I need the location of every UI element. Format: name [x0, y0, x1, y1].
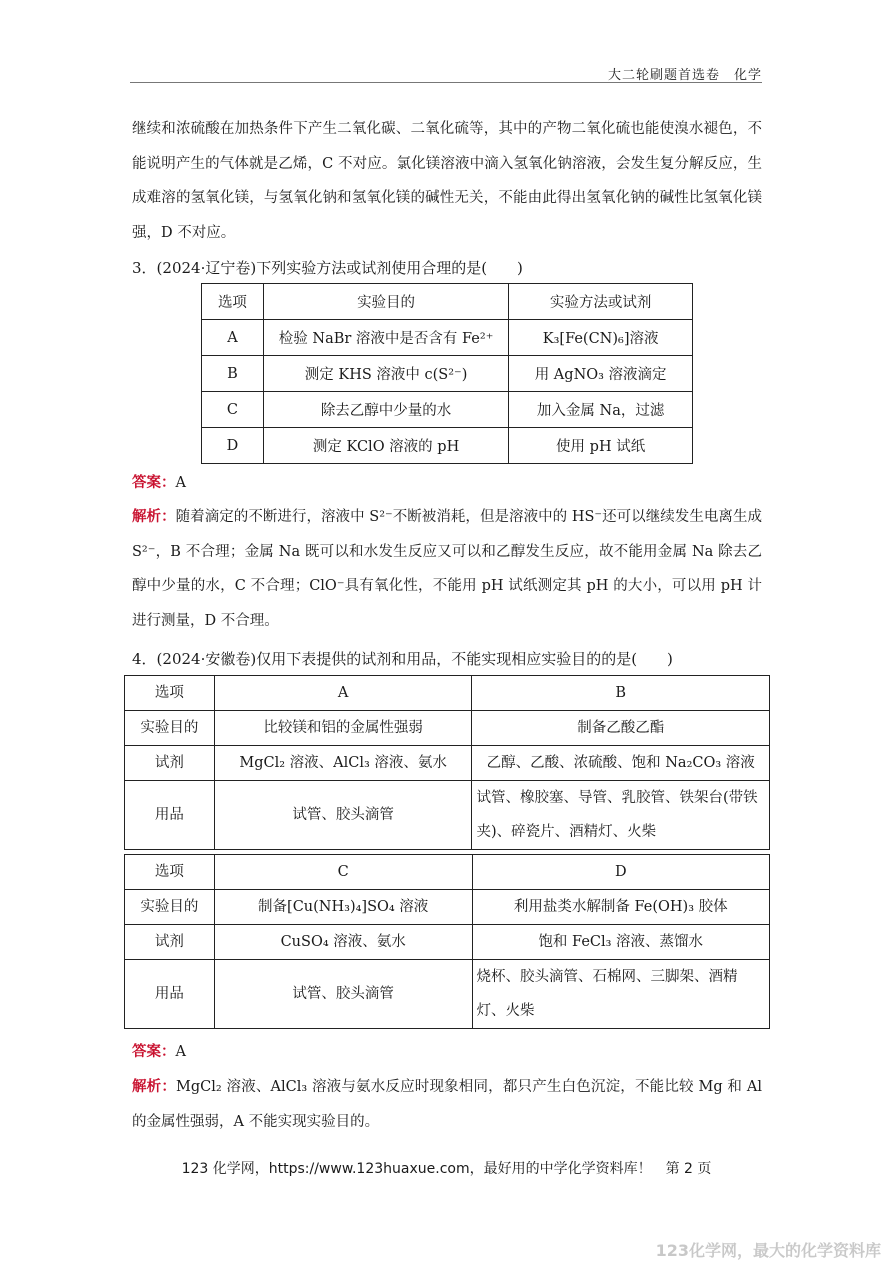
table-row [125, 746, 770, 781]
table-cell: 测定 KClO 溶液的 pH [263, 428, 508, 464]
table-cell: C [214, 855, 472, 890]
table-row [125, 781, 770, 850]
table-cell: 烧杯、胶头滴管、石棉网、三脚架、酒精灯、火柴 [472, 960, 769, 1029]
table-cell: 利用盐类水解制备 Fe(OH)₃ 胶体 [472, 890, 769, 925]
table-header-cell: 选项 [202, 284, 264, 320]
table-cell: CuSO₄ 溶液、氨水 [214, 925, 472, 960]
table-cell: D [202, 428, 264, 464]
table-row [202, 356, 693, 392]
question-3-analysis [132, 500, 762, 639]
table-row [125, 925, 770, 960]
header-title: 大二轮刷题首选卷 化学 [607, 68, 762, 83]
table-cell: 选项 [125, 855, 215, 890]
table-cell: 制备[Cu(NH₃)₄]SO₄ 溶液 [214, 890, 472, 925]
analysis-text: 随着滴定的不断进行，溶液中 S²⁻不断被消耗，但是溶液中的 HS⁻还可以继续发生电离生成 S²⁻，B 不合理；金属 Na 既可以和水发生反应又可以和乙醇发生反应，故不能用金属 Na 除去乙醇中少量的水，C 不合理；ClO⁻具有氧化性，不能用 pH 试纸测定其 pH 的大小，可以用 pH 计进行测量，D 不合理。 [132, 509, 762, 630]
question-4-title: 4．(2024·安徽卷)仅用下表提供的试剂和用品，不能实现相应实验目的的是( ) [132, 650, 673, 668]
table-cell: 试管、胶头滴管 [214, 781, 472, 850]
table-row [125, 960, 770, 1029]
table-row [125, 676, 770, 711]
table-cell: MgCl₂ 溶液、AlCl₃ 溶液、氨水 [214, 746, 472, 781]
table-cell: 饱和 FeCl₃ 溶液、蒸馏水 [472, 925, 769, 960]
table-row [125, 711, 770, 746]
table-row [202, 428, 693, 464]
table-cell: 检验 NaBr 溶液中是否含有 Fe²⁺ [263, 320, 508, 356]
question-4-answer [132, 1035, 762, 1070]
table-cell: 测定 KHS 溶液中 c(S²⁻) [263, 356, 508, 392]
analysis-label: 解析： [132, 1079, 177, 1095]
table-cell: 选项 [125, 676, 215, 711]
answer-label: 答案： [132, 475, 176, 491]
watermark-text: 123化学网，最大的化学资料库 [655, 1241, 881, 1260]
table-row [125, 855, 770, 890]
page-header [130, 58, 762, 83]
table-row [125, 890, 770, 925]
question-4-analysis [132, 1070, 762, 1139]
question-3-table [201, 283, 693, 464]
table-cell: 试剂 [125, 746, 215, 781]
table-cell: K₃[Fe(CN)₆]溶液 [509, 320, 693, 356]
table-cell: 实验目的 [125, 890, 215, 925]
table-cell: B [202, 356, 264, 392]
answer-label: 答案： [132, 1044, 176, 1060]
table-cell: 试剂 [125, 925, 215, 960]
table-row [202, 320, 693, 356]
table-cell: 除去乙醇中少量的水 [263, 392, 508, 428]
table-cell: C [202, 392, 264, 428]
table-header-cell: 实验方法或试剂 [509, 284, 693, 320]
question-4-table-ab [124, 675, 770, 850]
table-header-row [202, 284, 693, 320]
table-cell: 加入金属 Na，过滤 [509, 392, 693, 428]
table-cell: 用品 [125, 781, 215, 850]
table-cell: B [472, 676, 770, 711]
table-cell: 用品 [125, 960, 215, 1029]
intro-paragraph: 继续和浓硫酸在加热条件下产生二氧化碳、二氧化硫等，其中的产物二氧化硫也能使溴水褪色，不能说明产生的气体就是乙烯，C 不对应。氯化镁溶液中滴入氢氧化钠溶液，会发生复分解反应，生成难溶的氢氧化镁，与氢氧化钠和氢氧化镁的碱性无关，不能由此得出氢氧化钠的碱性比氢氧化镁强，D 不对应。 [132, 121, 762, 242]
table-header-cell: 实验目的 [263, 284, 508, 320]
table-cell: 用 AgNO₃ 溶液滴定 [509, 356, 693, 392]
question-4-table-cd [124, 854, 770, 1029]
answer-value: A [175, 475, 186, 491]
page-footer: 123 化学网，https://www.123huaxue.com，最好用的中学化学资料库！ 第 2 页 [181, 1161, 712, 1177]
analysis-text: MgCl₂ 溶液、AlCl₃ 溶液与氨水反应时现象相同，都只产生白色沉淀，不能比较 Mg 和 Al 的金属性强弱，A 不能实现实验目的。 [132, 1079, 763, 1130]
question-3-title: 3．(2024·辽宁卷)下列实验方法或试剂使用合理的是( ) [132, 259, 523, 277]
table-cell: 制备乙酸乙酯 [472, 711, 770, 746]
answer-value: A [175, 1044, 186, 1060]
table-row [202, 392, 693, 428]
table-cell: 试管、胶头滴管 [214, 960, 472, 1029]
table-cell: A [214, 676, 472, 711]
table-cell: D [472, 855, 769, 890]
table-cell: 乙醇、乙酸、浓硫酸、饱和 Na₂CO₃ 溶液 [472, 746, 770, 781]
table-cell: 使用 pH 试纸 [509, 428, 693, 464]
question-3-answer [132, 466, 762, 501]
table-cell: 实验目的 [125, 711, 215, 746]
table-cell: 试管、橡胶塞、导管、乳胶管、铁架台(带铁夹)、碎瓷片、酒精灯、火柴 [472, 781, 770, 850]
analysis-label: 解析： [132, 509, 176, 525]
table-cell: 比较镁和铝的金属性强弱 [214, 711, 472, 746]
table-cell: A [202, 320, 264, 356]
